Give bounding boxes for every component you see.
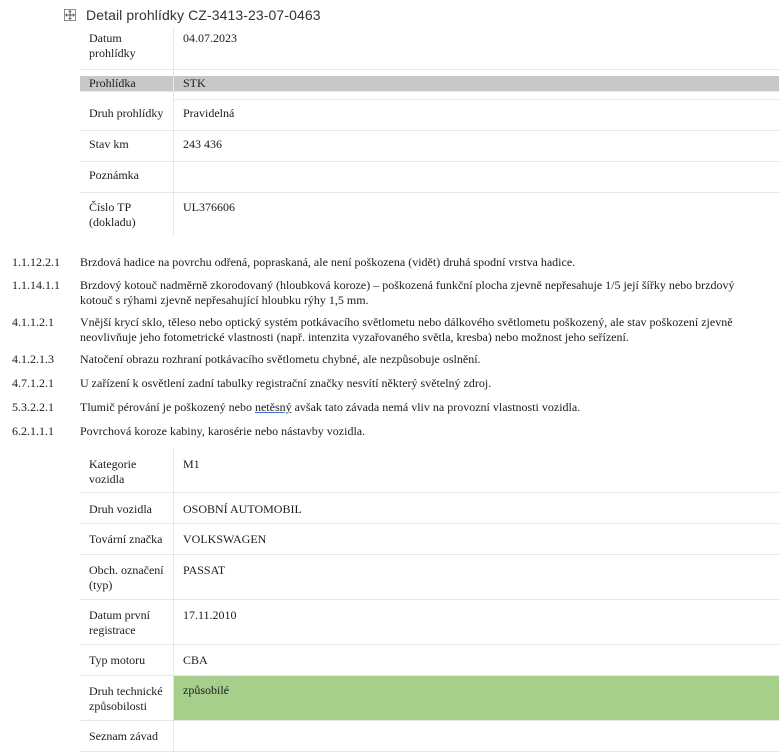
vehicle-table (80, 449, 779, 752)
defect-description: Natočení obrazu rozhraní potkávacího světlometu chybné, ale nezpůsobuje oslnění. (80, 352, 481, 366)
row-value (174, 162, 779, 193)
row-value: CBA (174, 644, 779, 675)
row-value (174, 720, 779, 751)
table-row (80, 449, 779, 492)
defect-text: avšak tato závada nemá vliv na provozní vlastnosti vozidla. (291, 400, 581, 414)
row-spacer (80, 92, 779, 100)
defect-code: 1.1.12.2.1 (12, 255, 60, 269)
row-label: Poznámka (80, 162, 174, 193)
row-value: VOLKSWAGEN (174, 523, 779, 554)
defect-code: 4.1.2.1.3 (12, 352, 54, 366)
defect-description: Brzdový kotouč nadměrně zkorodovaný (hloubková koroze) – poškozená funkční plocha zjevně nepřesahuje 1/5 její šířky nebo brzdový kotouč s rýhami zjevně nepřesahující hloubku rýhy 1,5 mm. (80, 278, 735, 307)
row-label: Druh technické způsobilosti (80, 675, 174, 720)
row-label: Typ motoru (80, 644, 174, 675)
row-value: 17.11.2010 (174, 599, 779, 644)
table-row-selected[interactable] (80, 76, 779, 92)
row-value: 243 436 (174, 131, 779, 162)
table-row (80, 720, 779, 751)
row-label: Číslo TP (dokladu) (80, 193, 174, 235)
row-value: 04.07.2023 (174, 27, 779, 69)
defect-code: 1.1.14.1.1 (12, 278, 60, 292)
row-label: Datum prohlídky (80, 27, 174, 69)
table-row (80, 599, 779, 644)
defect-code: 4.1.1.2.1 (12, 315, 54, 329)
row-label: Stav km (80, 131, 174, 162)
row-spacer (80, 69, 779, 76)
row-label: Kategorie vozidla (80, 449, 174, 492)
row-value: OSOBNÍ AUTOMOBIL (174, 492, 779, 523)
row-value: STK (174, 76, 779, 92)
status-badge: způsobilé (174, 675, 779, 720)
row-label: Prohlídka (80, 76, 174, 92)
table-row (80, 523, 779, 554)
row-label: Druh vozidla (80, 492, 174, 523)
defect-code: 5.3.2.2.1 (12, 400, 54, 414)
table-row (80, 492, 779, 523)
spellcheck-underlined-word[interactable]: netěsný (254, 400, 292, 414)
detail-header (64, 6, 321, 24)
inspection-table (80, 27, 779, 235)
defect-description (80, 400, 770, 415)
row-label: Datum první registrace (80, 599, 174, 644)
table-row (80, 554, 779, 599)
row-value: PASSAT (174, 554, 779, 599)
table-row (80, 644, 779, 675)
table-row (80, 193, 779, 235)
row-value: UL376606 (183, 200, 235, 214)
defect-code: 6.2.1.1.1 (12, 424, 54, 438)
table-row (80, 131, 779, 162)
defect-description: U zařízení k osvětlení zadní tabulky registrační značky nesvítí některý světelný zdroj. (80, 376, 492, 390)
table-row (80, 162, 779, 193)
table-row (80, 675, 779, 720)
defect-text: Tlumič pérování je poškozený nebo (80, 400, 255, 414)
row-value: M1 (174, 449, 779, 492)
row-label: Obch. označení (typ) (80, 554, 174, 599)
table-row (80, 100, 779, 131)
defect-description: Vnější krycí sklo, těleso nebo optický systém potkávacího světlometu nebo dálkového světlometu poškozený, ale stav poškození zjevně neovlivňuje jeho fotometrické vlastnosti (např. intenzita vyzařovaného světla, kresba) nebo možnost jeho seřízení. (80, 315, 733, 344)
defect-code: 4.7.1.2.1 (12, 376, 54, 390)
defect-description: Povrchová koroze kabiny, karosérie nebo nástavby vozidla. (80, 424, 366, 438)
page-title: Detail prohlídky CZ-3413-23-07-0463 (86, 7, 321, 23)
defect-description: Brzdová hadice na povrchu odřená, popraskaná, ale není poškozena (vidět) druhá spodní vrstva hadice. (80, 255, 576, 269)
row-label: Seznam závad (80, 720, 174, 751)
table-row (80, 27, 779, 69)
move-handle-icon[interactable] (64, 9, 76, 21)
row-label: Druh prohlídky (80, 100, 174, 131)
row-label: Tovární značka (80, 523, 174, 554)
row-value: Pravidelná (174, 100, 779, 131)
